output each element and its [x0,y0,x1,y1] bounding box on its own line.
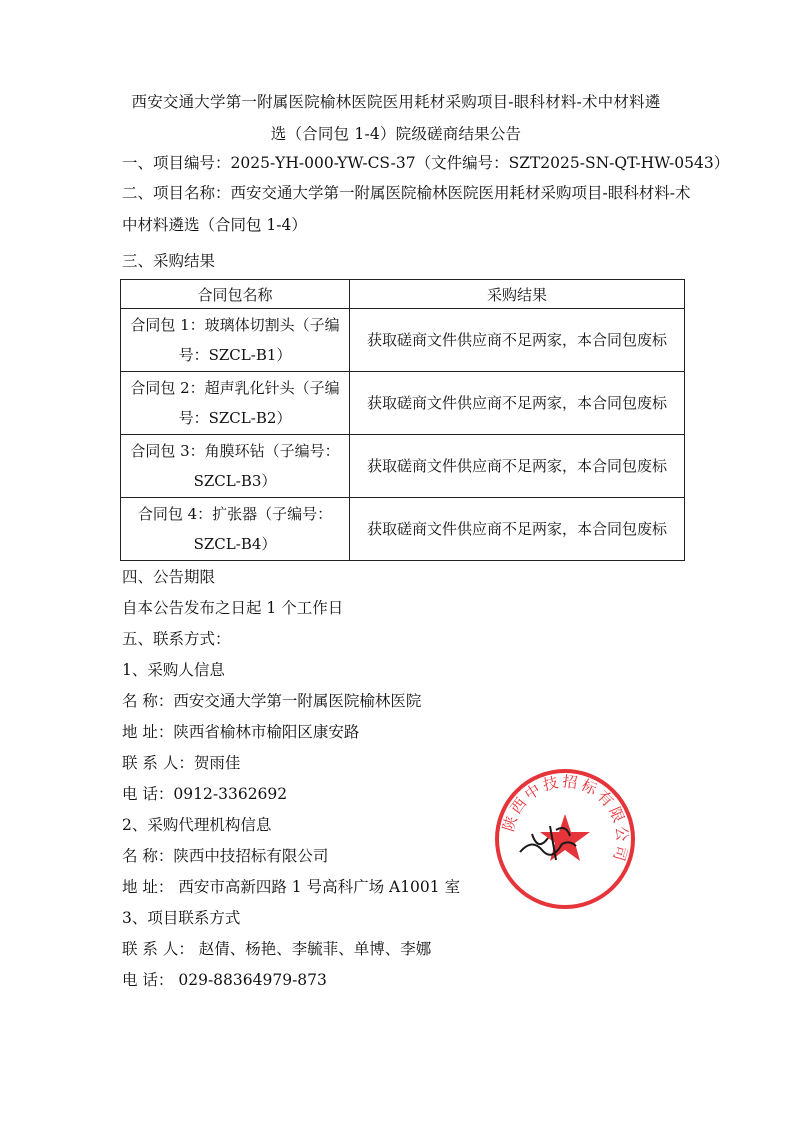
project-contact-phone: 电 话： 029-88364979-873 [122,971,327,989]
package-result: 获取磋商文件供应商不足两家，本合同包废标 [350,309,685,372]
seal-text: 陕西中技招标有限公司 [499,772,632,866]
agency-heading: 2、采购代理机构信息 [122,816,272,834]
table-row [121,435,685,498]
project-name: 二、项目名称：西安交通大学第一附属医院榆林医院医用耗材采购项目-眼科材料-术中材料遴选（合同包 1-4） [122,184,691,234]
table-row [121,309,685,372]
title-line-1: 西安交通大学第一附属医院榆林医院医用耗材采购项目-眼科材料-术中材料遴 [131,93,661,111]
column-header-result: 采购结果 [350,280,685,309]
agency-address: 地 址： 西安市高新四路 1 号高科广场 A1001 室 [122,878,461,896]
project-contact-people: 联 系 人： 赵倩、杨艳、李毓菲、单博、李娜 [122,940,432,958]
package-name: 合同包 3：角膜环钻（子编号：SZCL-B3） [121,435,350,498]
table-row [121,498,685,561]
title-line-2: 选（合同包 1-4）院级磋商结果公告 [270,125,522,143]
package-result: 获取磋商文件供应商不足两家，本合同包废标 [350,435,685,498]
table-header-row [121,280,685,309]
project-contact-heading: 3、项目联系方式 [122,909,241,927]
purchaser-address: 地 址：陕西省榆林市榆阳区康安路 [122,723,360,741]
package-name: 合同包 2：超声乳化针头（子编号：SZCL-B2） [121,372,350,435]
result-table [120,279,685,561]
purchaser-name: 名 称：西安交通大学第一附属医院榆林医院 [122,692,422,710]
package-name: 合同包 4：扩张器（子编号：SZCL-B4） [121,498,350,561]
agency-name: 名 称：陕西中技招标有限公司 [122,847,329,865]
company-seal [490,764,640,914]
package-result: 获取磋商文件供应商不足两家，本合同包废标 [350,372,685,435]
project-number: 一、项目编号：2025-YH-000-YW-CS-37（文件编号：SZT2025-SN-QT-HW-0543） [122,154,730,172]
purchaser-contact: 联 系 人：贺雨佳 [122,754,241,772]
contact-heading: 五、联系方式： [122,630,231,648]
table-row [121,372,685,435]
package-result: 获取磋商文件供应商不足两家，本合同包废标 [350,498,685,561]
column-header-package: 合同包名称 [121,280,350,309]
notice-period-heading: 四、公告期限 [122,568,216,586]
package-name: 合同包 1：玻璃体切割头（子编号：SZCL-B1） [121,309,350,372]
notice-period-text: 自本公告发布之日起 1 个工作日 [122,599,344,617]
purchaser-heading: 1、采购人信息 [122,661,225,679]
purchaser-phone: 电 话：0912-3362692 [122,785,288,803]
handwritten-signature [520,826,576,860]
procurement-result-heading: 三、采购结果 [122,252,216,270]
announcement-title [96,86,696,150]
